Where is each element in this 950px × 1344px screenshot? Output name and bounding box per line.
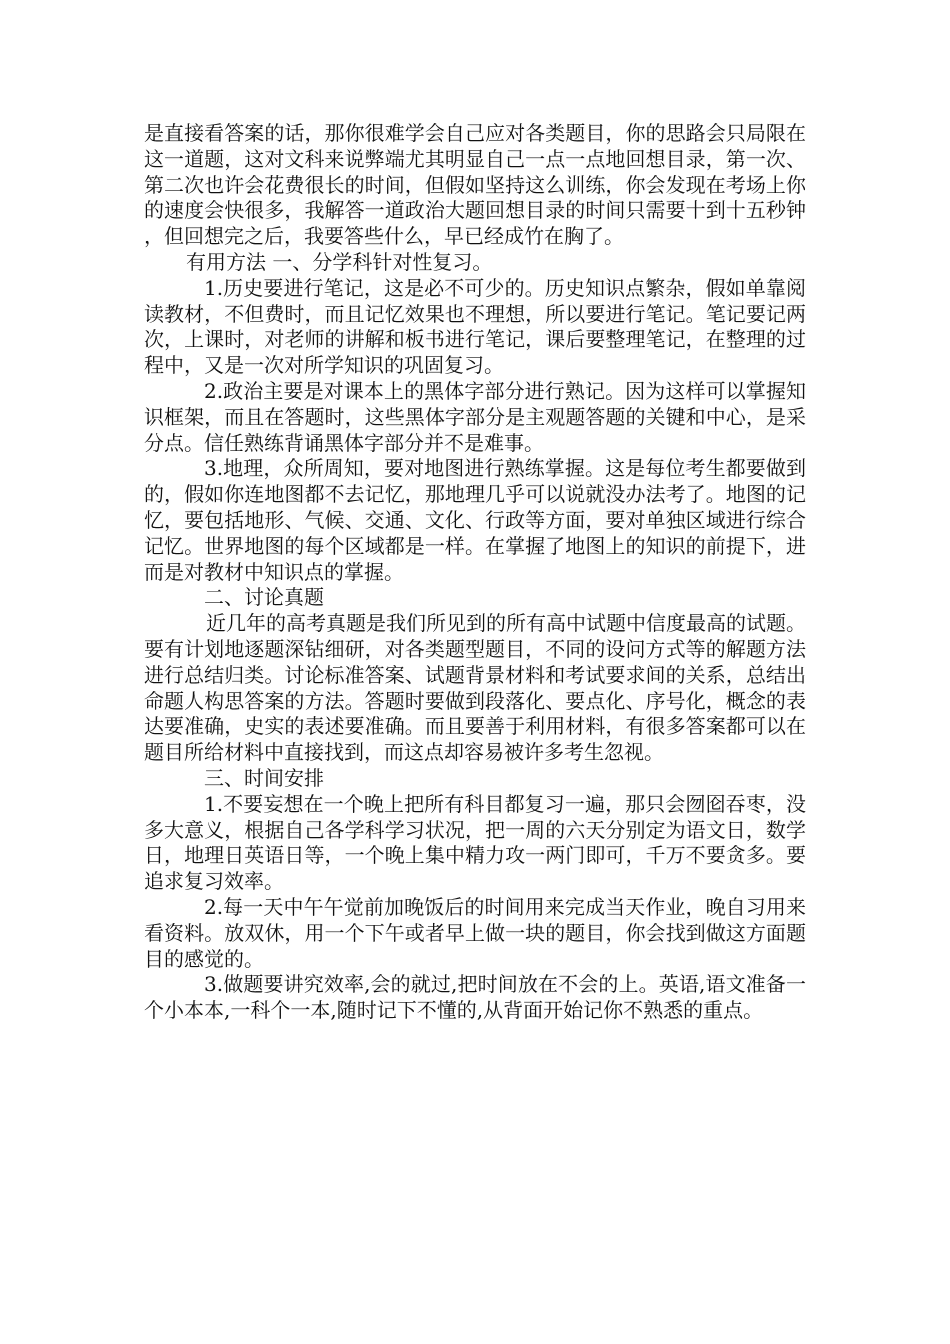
paragraph-geography: 3.地理，众所周知，要对地图进行熟练掌握。这是每位考生都要做到的，假如你连地图都不去记忆，那地理几乎可以说就没办法考了。地图的记忆，要包括地形、气候、交通、文化、行政等方面，要对单独区域进行综合记忆。世界地图的每个区域都是一样。在掌握了地图上的知识的前提下，进而是对教材中知识点的掌握。 [144,456,806,584]
paragraph-history: 1.历史要进行笔记，这是必不可少的。历史知识点繁杂，假如单靠阅读教材，不但费时，而且记忆效果也不理想，所以要进行笔记。笔记要记两次，上课时，对老师的讲解和板书进行笔记，课后要整理笔记，在整理的过程中，又是一次对所学知识的巩固复习。 [144,275,806,378]
heading-useful-methods: 有用方法 一、分学科针对性复习。 [186,249,493,274]
paragraph-time-2: 2.每一天中午午觉前加晚饭后的时间用来完成当天作业，晚自习用来看资料。放双休，用一个下午或者早上做一块的题目，你会找到做这方面题目的感觉的。 [144,894,806,971]
paragraph-time-1: 1.不要妄想在一个晚上把所有科目都复习一遍，那只会囫囵吞枣，没多大意义，根据自己各学科学习状况，把一周的六天分别定为语文日，数学日，地理日英语日等，一个晚上集中精力攻一两门即可，千万不要贪多。要追求复习效率。 [144,791,806,894]
paragraph-time-3: 3.做题要讲究效率,会的就过,把时间放在不会的上。英语,语文准备一个小本本,一科个一本,随时记下不懂的,从背面开始记你不熟悉的重点。 [144,972,806,1023]
document-page [144,121,806,1024]
paragraph-real-exams: 近几年的高考真题是我们所见到的所有高中试题中信度最高的试题。要有计划地逐题深钻细研，对各类题型题目，不同的设问方式等的解题方法进行总结归类。讨论标准答案、试题背景材料和考试要求间的关系，总结出命题人构思答案的方法。答题时要做到段落化、要点化、序号化，概念的表达要准确，史实的表述要准确。而且要善于利用材料，有很多答案都可以在题目所给材料中直接找到，而这点却容易被许多考生忽视。 [144,611,806,765]
heading-time-arrangement: 三、时间安排 [204,765,324,790]
paragraph-intro: 是直接看答案的话，那你很难学会自己应对各类题目，你的思路会只局限在这一道题，这对文科来说弊端尤其明显自己一点一点地回想目录，第一次、第二次也许会花费很长的时间，但假如坚持这么训练，你会发现在考场上你的速度会快很多，我解答一道政治大题回想目录的时间只需要十到十五秒钟，但回想完之后，我要答些什么，早已经成竹在胸了。 [144,121,806,249]
paragraph-politics: 2.政治主要是对课本上的黑体字部分进行熟记。因为这样可以掌握知识框架，而且在答题时，这些黑体字部分是主观题答题的关键和中心，是采分点。信任熟练背诵黑体字部分并不是难事。 [144,378,806,455]
heading-study-real-exams: 二、讨论真题 [204,585,324,610]
